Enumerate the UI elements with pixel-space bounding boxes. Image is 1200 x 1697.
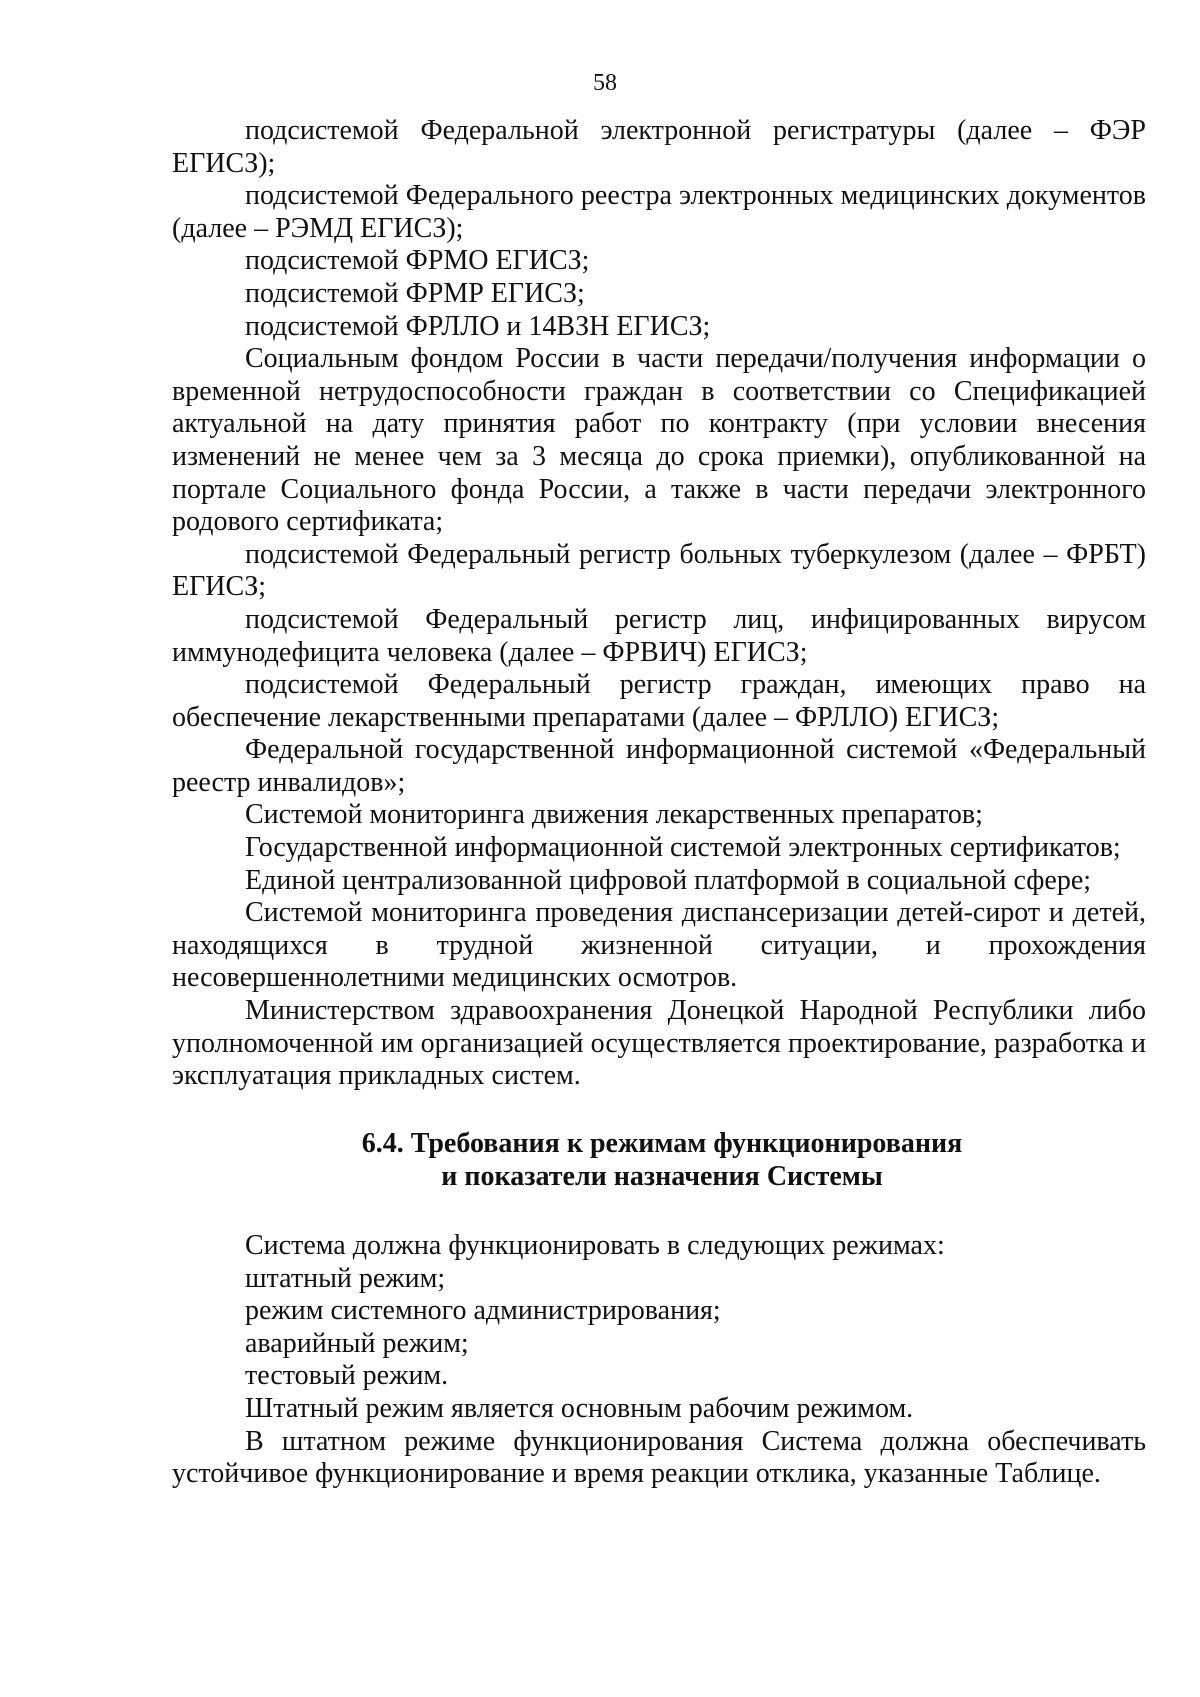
paragraph: подсистемой Федеральный регистр больных туберкулезом (далее – ФРБТ) ЕГИСЗ; — [172, 538, 1146, 603]
paragraph: Система должна функционировать в следующих режимах: — [245, 1230, 945, 1261]
paragraph: тестовый режим. — [245, 1360, 449, 1392]
paragraph: Социальным фондом России в части передачи/получения информации о временной нетрудоспособности граждан в соответствии со Спецификацией актуальной на дату принятия работ по контракту (при условии внесения изменений не менее чем за 3 месяца до срока приемки), опубликованной на портале Социального фонда России, а также в части передачи электронного родового сертификата; — [172, 343, 1146, 538]
paragraph: подсистемой Федеральной электронной регистратуры (далее – ФЭР ЕГИСЗ); — [172, 115, 1146, 179]
paragraph: штатный режим; — [245, 1262, 446, 1294]
section-heading-line-2: и показатели назначения Системы — [441, 1160, 883, 1192]
paragraph: Штатный режим является основным рабочим режимом. — [245, 1392, 914, 1424]
paragraph: подсистемой ФРЛЛО и 14ВЗН ЕГИСЗ; — [245, 310, 711, 342]
paragraph: подсистемой ФРМО ЕГИСЗ; — [245, 245, 590, 277]
section-heading — [172, 1128, 1152, 1193]
paragraph: подсистемой ФРМР ЕГИСЗ; — [245, 277, 585, 309]
paragraph: подсистемой Федеральный регистр граждан, имеющих право на обеспечение лекарственными препаратами (далее – ФРЛЛО) ЕГИСЗ; — [172, 669, 1146, 733]
paragraph: подсистемой Федерального реестра электронных медицинских документов (далее – РЭМД ЕГИСЗ); — [172, 180, 1146, 244]
paragraph: Системой мониторинга движения лекарственных препаратов; — [245, 799, 983, 831]
page-number: 58 — [593, 70, 617, 96]
paragraph: Государственной информационной системой электронных сертификатов; — [245, 832, 1121, 864]
paragraph: Единой централизованной цифровой платформой в социальной сфере; — [245, 864, 1092, 896]
body-text — [172, 115, 1146, 1093]
paragraph: подсистемой Федеральный регистр лиц, инфицированных вирусом иммунодефицита человека (далее – ФРВИЧ) ЕГИСЗ; — [172, 603, 1146, 668]
paragraph: режим системного администрирования; — [245, 1295, 721, 1327]
paragraph: Министерством здравоохранения Донецкой Народной Республики либо уполномоченной им организацией осуществляется проектирование, разработка и эксплуатация прикладных систем. — [172, 995, 1146, 1092]
paragraph: В штатном режиме функционирования Система должна обеспечивать устойчивое функционирование и время реакции отклика, указанные Таблице. — [172, 1425, 1146, 1490]
section-body-text — [172, 1230, 1146, 1491]
paragraph: Системой мониторинга проведения диспансеризации детей-сирот и детей, находящихся в трудной жизненной ситуации, и прохождения несовершеннолетними медицинских осмотров. — [172, 897, 1146, 994]
paragraph: Федеральной государственной информационной системой «Федеральный реестр инвалидов»; — [172, 734, 1146, 798]
paragraph: аварийный режим; — [245, 1327, 469, 1359]
section-heading-line-1: 6.4. Требования к режимам функционирования — [361, 1128, 963, 1159]
